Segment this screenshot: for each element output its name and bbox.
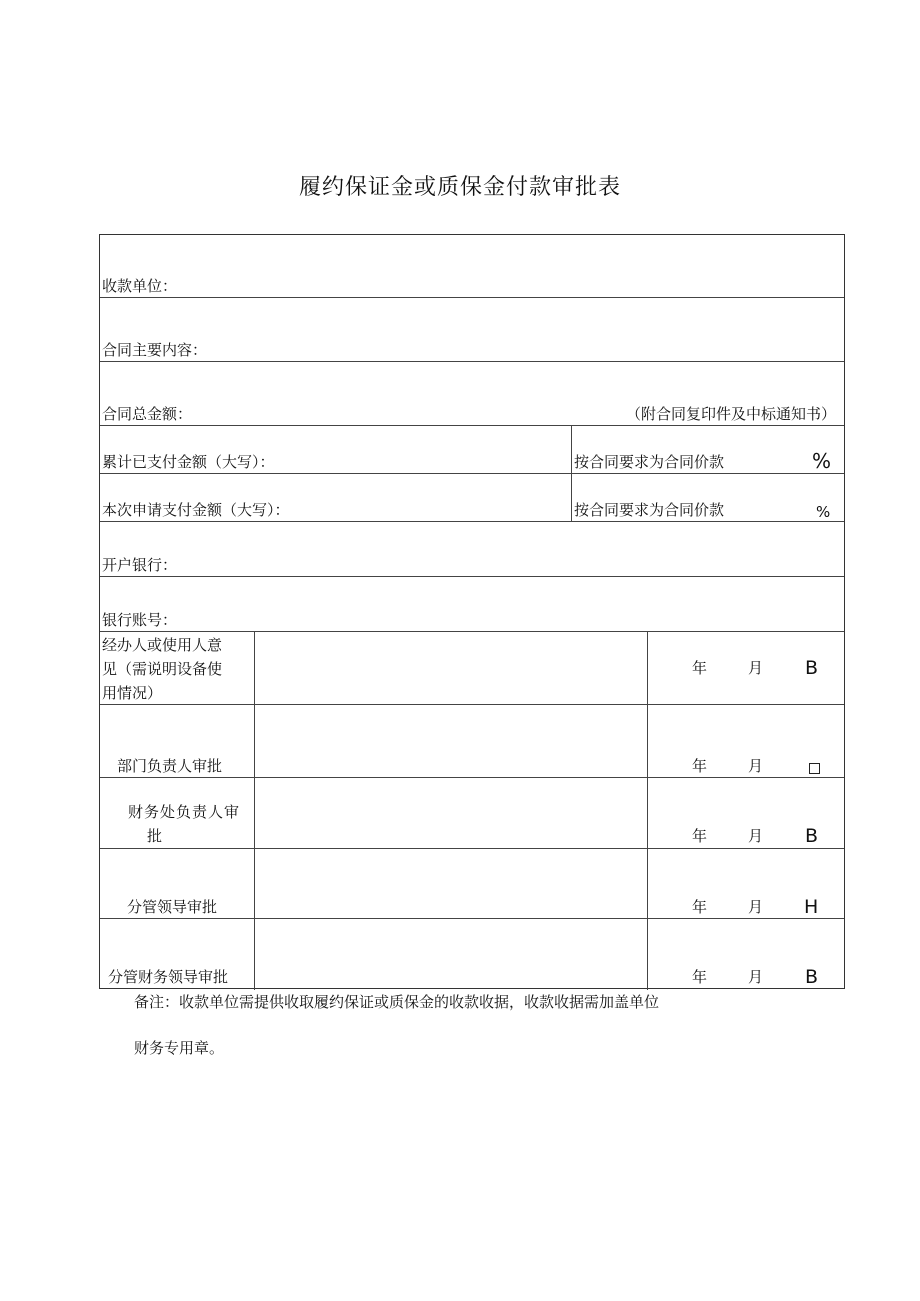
row-divider [100,777,844,778]
col-divider [254,631,255,990]
year-label: 年 [692,898,708,916]
row-divider [100,848,844,849]
paid-total-label: 累计已支付金额（大写）： [102,453,275,471]
year-label: 年 [692,659,708,677]
row-divider [100,521,844,522]
row-divider [100,704,844,705]
current-ratio-label: 按合同要求为合同价款 [574,501,725,519]
dept-head-label: 部门负责人审批 [117,757,223,775]
row-divider [100,576,844,577]
paid-ratio-percent: % [812,449,832,473]
contract-total-note: （附合同复印件及中标通知书） [625,405,836,423]
page-title: 履约保证金或质保金付款审批表 [298,175,621,200]
col-divider [647,631,648,990]
contract-total-label: 合同总金额： [102,405,193,423]
day-label: B [805,657,819,679]
month-label: 月 [748,659,764,677]
year-label: 年 [692,968,708,986]
row-divider [100,361,844,362]
paid-ratio-label: 按合同要求为合同价款 [574,453,725,471]
row-divider [100,425,844,426]
handler-opinion-label: 见（需说明设备使 [102,660,223,678]
row-divider [100,297,844,298]
col-divider [571,425,572,521]
approval-form [99,234,845,989]
finance-head-label: 批 [147,827,163,845]
finance-leader-label: 分管财务领导审批 [108,968,229,986]
row-divider [100,473,844,474]
remarks-line-1: 备注：收款单位需提供收取履约保证或质保金的收款收据，收款收据需加盖单位 [134,993,660,1011]
month-label: 月 [748,757,764,775]
row-divider [100,631,844,632]
year-label: 年 [692,757,708,775]
handler-opinion-label: 用情况） [102,684,163,702]
leader-label: 分管领导审批 [127,898,218,916]
month-label: 月 [748,827,764,845]
year-label: 年 [692,827,708,845]
handler-opinion-label: 经办人或使用人意 [102,636,223,654]
account-label: 银行账号： [102,611,178,629]
month-label: 月 [748,968,764,986]
month-label: 月 [748,898,764,916]
payee-label: 收款单位： [102,277,178,295]
current-amount-label: 本次申请支付金额（大写）： [102,501,290,519]
day-label: B [805,825,819,847]
remarks-line-2: 财务专用章。 [134,1039,225,1057]
day-label: H [804,896,819,918]
day-box-icon [809,763,820,774]
bank-label: 开户银行： [102,556,178,574]
row-divider [100,918,844,919]
day-label: B [805,966,819,988]
current-ratio-percent: % [816,503,831,521]
contract-content-label: 合同主要内容： [102,341,208,359]
finance-head-label: 财务处负责人审 [128,803,241,821]
